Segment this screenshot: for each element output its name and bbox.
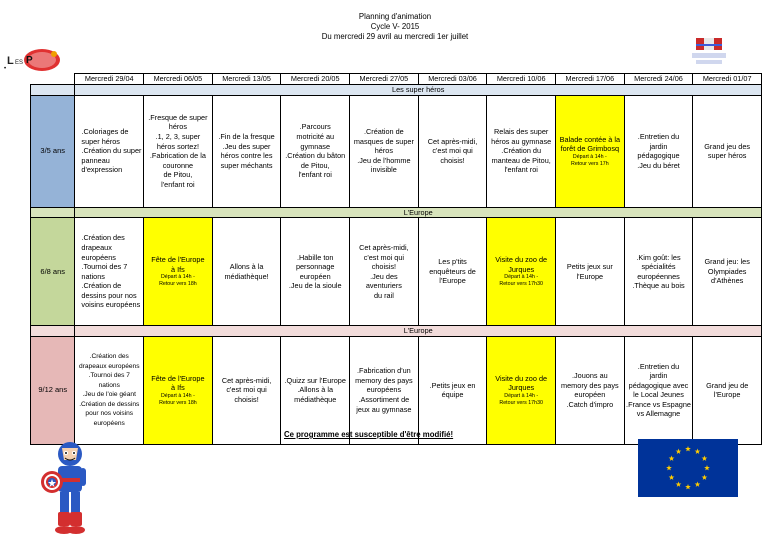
activity-line: l'Europe [439,276,466,286]
activity-cell [281,218,350,326]
page-title: Planning d'animation [358,12,432,21]
activity-line: motricité au [296,131,335,141]
activity-line: jardin [649,141,668,151]
activity-cell [144,218,213,326]
activity-line: l'enfant roi [504,165,538,175]
outing-time-note: Départ à 14h - [160,392,195,399]
theme-row [31,207,762,218]
day-header: Mercredi 27/05 [350,74,419,85]
activity-line: européens [81,252,116,262]
activity-cell [212,336,281,444]
activity-line: invisible [370,165,397,175]
activity-line: forêt de Grimbosq [560,144,620,154]
activity-line: .Kim goût: les [636,252,681,262]
activity-line: à Ifs [171,383,185,393]
activity-line: du rail [373,290,394,300]
activity-cell [350,95,419,207]
activity-line: Allons à la [229,262,264,272]
activity-line: .Entretien du [637,361,680,371]
age-group-label: 9/12 ans [31,336,75,444]
activity-cell [693,95,762,207]
theme-row [31,85,762,96]
activity-cell [487,336,556,444]
activity-cell [418,218,487,326]
day-header: Mercredi 24/06 [624,74,693,85]
modification-notice: Ce programme est susceptible d'être modifié! [284,430,454,439]
day-header: Mercredi 13/05 [212,74,281,85]
activity-line: à Ifs [171,264,185,274]
activity-cell [281,336,350,444]
cycle-label: Cycle V- 2015 [370,22,420,31]
activity-line: memory des pays [355,375,413,385]
activity-line: Grand jeu des [704,141,751,151]
activity-line: Cet après-midi, [359,242,409,252]
royat-logo [690,36,728,68]
activity-line: masques de super [353,136,414,146]
activity-line: Jurques [508,264,535,274]
day-header: Mercredi 03/06 [418,74,487,85]
activity-line: de Pitou, [300,160,330,170]
activity-line: .Catch d'impro [566,399,614,409]
activity-cell [418,95,487,207]
activity-cell [693,218,762,326]
activity-line: super héros [81,136,120,146]
activity-line: aventuriers [365,281,402,291]
activity-line: .Tournoi des 7 [81,262,128,272]
activity-line: .Création de dessins [79,400,140,408]
activity-line: .France vs Espagne [626,399,691,409]
activity-cell [487,218,556,326]
activity-line: l'Europe [713,390,741,400]
planning-table [30,73,762,445]
theme-spacer [31,326,75,337]
activity-line: médiathèque [294,395,337,405]
activity-line: choisis! [234,395,259,405]
activity-line: .Création du [501,146,542,156]
activity-line: d'expression [81,165,123,175]
activity-line: héros au gymnase [491,136,552,146]
activity-cell [624,95,693,207]
activity-line: Cet après-midi, [427,136,478,146]
activity-line: voisins européens [81,300,141,310]
activity-line: drapeaux [81,242,112,252]
activity-line: héros sortez! [156,141,199,151]
activity-line: européen [574,390,606,400]
svg-text:ES: ES [15,60,24,66]
activity-line: choisis! [371,262,397,272]
outing-time-note: Départ à 14h - [504,274,539,281]
activity-line: personnage [295,262,335,272]
empty-corner [31,74,75,85]
activity-line: .Jeu de la sioule [288,281,342,291]
theme-spacer [31,85,75,96]
activity-line: héros contre les [220,151,273,161]
activity-line: héros [374,146,393,156]
activity-row [31,218,762,326]
activity-line: memory des pays [561,380,619,390]
age-group-label: 6/8 ans [31,218,75,326]
outing-time-note: Départ à 14h - [160,274,195,281]
age-group-label: 3/5 ans [31,95,75,207]
theme-row [31,326,762,337]
activity-line: .Parcours [299,122,331,132]
activity-line: héros [168,122,188,132]
captain-mascot-illustration [40,438,100,536]
activity-line: manteau de Pitou, [491,155,551,165]
activity-line: Relais des super [494,127,549,137]
outing-time-note: Retour vers 18h [159,399,197,406]
activity-line: équipe [441,390,464,400]
activity-line: drapeaux européens [79,362,140,370]
activity-line: .Fabrication d'un [357,366,411,376]
outing-time-note: Retour vers 18h [159,281,197,288]
activity-line: super méchants [220,160,273,170]
day-header: Mercredi 17/06 [556,74,625,85]
outing-time-note: Retour vers 17h30 [499,399,543,406]
theme-title: Les super héros [75,85,762,96]
activity-line: panneau [81,155,110,165]
activity-line: Olympiades [707,266,747,276]
activity-cell [144,336,213,444]
svg-text:L: L [7,55,14,67]
activity-line: .Jouons au [571,371,608,381]
activity-cell [212,218,281,326]
activity-line: .Entretien du [637,131,680,141]
activity-cell [75,95,144,207]
activity-cell [556,95,625,207]
activity-line: .Fin de la fresque [218,131,275,141]
activity-line: .Thèque au bois [632,281,685,291]
outing-time-note: Retour vers 17h [571,160,609,167]
outing-time-note: Départ à 14h - [504,392,539,399]
activity-line: c'est moi qui [432,146,473,156]
outing-time-note: Départ à 14h - [572,153,607,160]
activity-line: européens [93,420,125,428]
svg-text:P: P [26,55,33,66]
activity-line: Les p'tits [438,257,467,267]
activity-row [31,336,762,444]
activity-line: d'Athènes [711,276,744,286]
activity-cell [556,336,625,444]
activity-line: .Création de [363,127,404,137]
activity-line: .Assortiment de [358,395,410,405]
day-header-row [31,74,762,85]
day-header: Mercredi 06/05 [144,74,213,85]
day-header: Mercredi 20/05 [281,74,350,85]
activity-line: nations [81,271,105,281]
outing-time-note: Retour vers 17h30 [499,281,543,288]
activity-cell [350,336,419,444]
activity-line: Fête de l'Europe [151,373,205,383]
activity-cell [624,218,693,326]
activity-cell [281,95,350,207]
activity-cell [418,336,487,444]
les-ptits-logo [6,44,66,74]
date-range: Du mercredi 29 avril au mercredi 1er juillet [321,32,469,41]
activity-line: Balade contée à la [559,134,621,144]
activity-line: .Jeu de l'homme [357,155,411,165]
activity-line: couronne [162,160,194,170]
activity-line: Fête de l'Europe [151,255,205,265]
document-header [260,12,530,42]
activity-line: .Jeu de l'oie géant [82,391,136,399]
activity-line: dessins pour nos [81,290,137,300]
activity-line: l'enfant roi [161,179,195,189]
activity-line: .Jeu du béret [637,160,680,170]
day-header: Mercredi 10/06 [487,74,556,85]
eu-flag-icon [638,439,738,497]
activity-line: .Jeu des super [222,141,271,151]
activity-line: Jurques [508,383,535,393]
activity-cell [624,336,693,444]
activity-line: pour nos voisins [85,410,134,418]
activity-line: Grand jeu de [706,380,749,390]
activity-cell [556,218,625,326]
activity-line: gymnase [300,141,331,151]
activity-line: .Création du bâton [285,151,346,161]
activity-line: .Fresque de super [148,112,208,122]
activity-line: .Création des [81,233,125,243]
activity-line: c'est moi qui [363,252,405,262]
activity-line: choisis! [440,155,465,165]
activity-line: .Petits jeux en [429,380,476,390]
activity-cell [350,218,419,326]
activity-line: l'enfant roi [298,170,332,180]
activity-line: Visite du zoo de [495,255,548,265]
activity-line: c'est moi qui [226,385,267,395]
activity-line: .1, 2, 3, super [155,131,201,141]
activity-line: Cet après-midi, [221,375,272,385]
activity-line: Grand jeu: les [704,257,750,267]
activity-cell [212,95,281,207]
activity-line: européens [366,385,402,395]
activity-row [31,95,762,207]
activity-line: Petits jeux sur [566,262,613,272]
activity-line: pédagogique [637,151,680,161]
activity-line: le Local Jeunes [633,390,684,400]
activity-line: enquêteurs de [429,266,476,276]
activity-cell [144,95,213,207]
activity-line: .Quizz sur l'Europe [284,375,346,385]
day-header: Mercredi 29/04 [75,74,144,85]
activity-line: jardin [649,371,668,381]
bullet-mark: • [4,66,7,72]
activity-line: .Jeu des [370,271,398,281]
activity-line: .Création des [89,352,129,360]
activity-line: .Coloriages de [81,127,129,137]
activity-line: jeux au gymnase [356,404,412,414]
activity-line: de Pitou, [163,170,193,180]
activity-line: européennes [637,271,680,281]
activity-cell [693,336,762,444]
activity-line: .Allons à la [297,385,334,395]
theme-title: L'Europe [75,207,762,218]
activity-line: vs Allemagne [636,409,681,419]
theme-spacer [31,207,75,218]
activity-line: .Création de [81,281,122,291]
day-header: Mercredi 01/07 [693,74,762,85]
theme-title: L'Europe [75,326,762,337]
activity-line: .Fabrication de la [149,151,206,161]
activity-line: nations [98,381,120,389]
activity-line: européen [299,271,331,281]
activity-line: pédagogique avec [628,380,689,390]
activity-line: super héros [707,151,747,161]
activity-line: médiathèque! [224,271,269,281]
activity-line: .Habille ton [296,252,334,262]
activity-cell [487,95,556,207]
activity-cell [75,218,144,326]
activity-line: .Création du super [81,146,142,156]
activity-line: Visite du zoo de [495,373,548,383]
activity-cell [75,336,144,444]
activity-line: .Tournoi des 7 [88,372,130,380]
activity-line: spécialités [641,262,676,272]
activity-line: l'Europe [576,271,604,281]
